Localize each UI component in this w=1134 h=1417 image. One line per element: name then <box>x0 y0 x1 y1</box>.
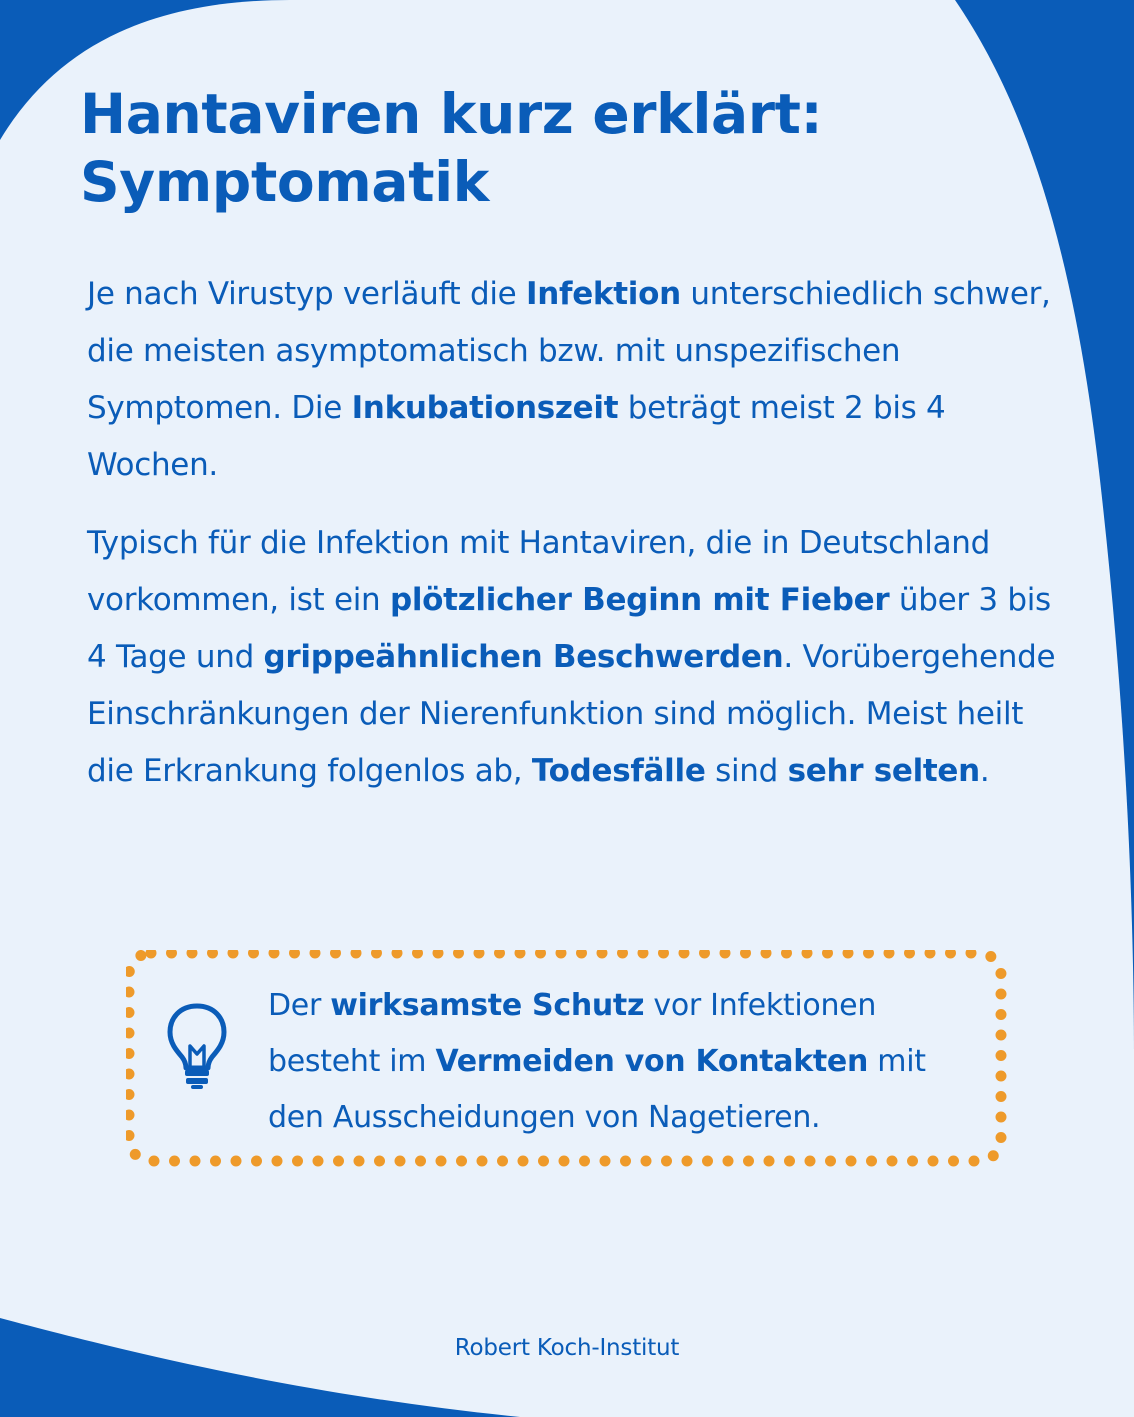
text-segment: vor Infektionen besteht im <box>268 988 877 1079</box>
text-segment: Typisch für die Infektion mit Hantaviren, die in Deutschland vorkommen, ist ein <box>87 525 991 618</box>
lightbulb-icon <box>166 1002 228 1090</box>
page-title <box>80 80 822 216</box>
bold-term-sehr-selten: sehr selten <box>787 753 980 789</box>
text-segment: sind <box>705 753 788 789</box>
bold-term-beschwerden: grippeähnlichen Beschwerden <box>263 639 784 675</box>
tip-text <box>268 978 988 1146</box>
bold-term-inkubationszeit: Inkubationszeit <box>351 390 619 426</box>
bold-term-kontakte: Vermeiden von Kontakten <box>435 1044 869 1079</box>
paragraph-incubation <box>87 266 1077 494</box>
title-line-2: Symptomatik <box>80 150 490 214</box>
bold-term-schutz: wirksamste Schutz <box>330 988 645 1023</box>
tip-box <box>126 950 1000 1158</box>
text-segment: unterschiedlich schwer, die meisten asymptomatisch bzw. mit unspezifischen Symptomen. Die <box>87 276 1051 426</box>
bold-term-todesfaelle: Todesfälle <box>531 753 706 789</box>
text-segment: . Vorübergehende Einschränkungen der Nierenfunktion sind möglich. Meist heilt die Erkrankung folgenlos ab, <box>87 639 1056 789</box>
text-segment: Der <box>268 988 331 1023</box>
text-segment: . <box>979 753 990 789</box>
text-segment: mit den Ausscheidungen von Nagetieren. <box>268 1044 926 1135</box>
footer-publisher: Robert Koch-Institut <box>454 1335 680 1361</box>
text-segment: über 3 bis 4 Tage und <box>87 582 1051 675</box>
paragraph-symptoms <box>87 515 1077 800</box>
text-segment: beträgt meist 2 bis 4 Wochen. <box>87 390 946 483</box>
bold-term-fieber: plötzlicher Beginn mit Fieber <box>389 582 890 618</box>
title-line-1: Hantaviren kurz erklärt: <box>80 82 823 146</box>
bold-term-infektion: Infektion <box>526 276 681 312</box>
text-segment: Je nach Virustyp verläuft die <box>87 276 526 312</box>
